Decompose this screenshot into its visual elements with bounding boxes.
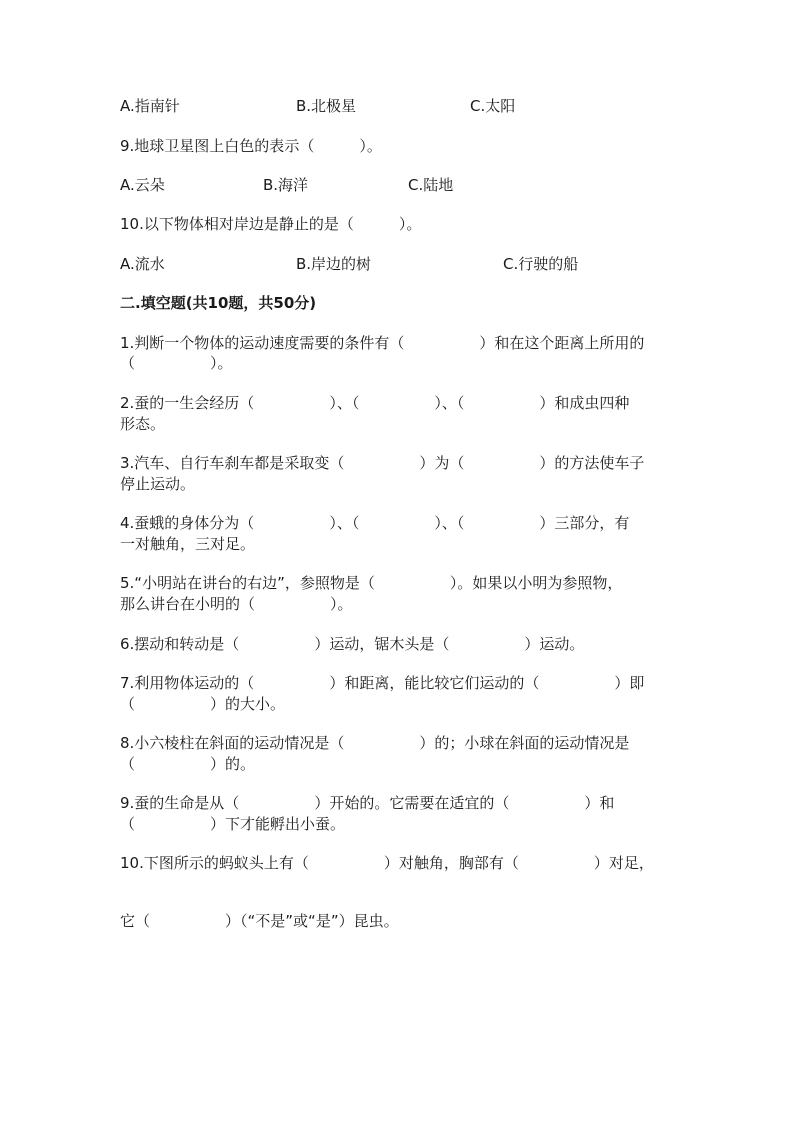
fill-item-7-line1: 7.利用物体运动的（ ）和距离，能比较它们运动的（ ）即: [120, 674, 645, 692]
fill-item-2-line2: 形态。: [120, 415, 166, 433]
q10-option-b: B.岸边的树: [296, 255, 372, 273]
fill-item-3-line1: 3.汽车、自行车刹车都是采取变（ ）为（ ）的方法使车子: [120, 454, 645, 472]
q9-option-a: A.云朵: [120, 176, 165, 194]
fill-item-5-line1: 5.“小明站在讲台的右边”，参照物是（ ）。如果以小明为参照物，: [120, 574, 623, 592]
q9-option-b: B.海洋: [263, 176, 309, 194]
fill-item-8-line1: 8.小六棱柱在斜面的运动情况是（ ）的；小球在斜面的运动情况是: [120, 734, 630, 752]
fill-item-6-line1: 6.摆动和转动是（ ）运动，锯木头是（ ）运动。: [120, 635, 585, 653]
fill-item-9-line2: （ ）下才能孵出小蚕。: [120, 815, 346, 833]
fill-item-8-line2: （ ）的。: [120, 755, 256, 773]
section-heading-fill-in: 二.填空题(共10题，共50分): [120, 294, 317, 312]
fill-item-10-line1: 10.下图所示的蚂蚁头上有（ ）对触角，胸部有（ ）对足，: [120, 854, 654, 872]
fill-item-4-line2: 一对触角，三对足。: [120, 535, 256, 553]
fill-item-2-line1: 2.蚕的一生会经历（ ）、（ ）、（ ）和成虫四种: [120, 394, 630, 412]
q8-option-b: B.北极星: [296, 97, 357, 115]
fill-item-7-line2: （ ）的大小。: [120, 695, 286, 713]
fill-item-1-line1: 1.判断一个物体的运动速度需要的条件有（ ）和在这个距离上所用的: [120, 334, 645, 352]
fill-item-1-line2: （ ）。: [120, 354, 233, 372]
fill-item-4-line1: 4.蚕蛾的身体分为（ ）、（ ）、（ ）三部分，有: [120, 514, 630, 532]
q9-stem: 9.地球卫星图上白色的表示（ ）。: [120, 137, 382, 155]
q9-option-c: C.陆地: [408, 176, 454, 194]
fill-item-5-line2: 那么讲台在小明的（ ）。: [120, 595, 353, 613]
q10-stem: 10.以下物体相对岸边是静止的是（ ）。: [120, 215, 422, 233]
q10-option-a: A.流水: [120, 255, 165, 273]
q8-option-c: C.太阳: [470, 97, 516, 115]
fill-item-9-line1: 9.蚕的生命是从（ ）开始的。它需要在适宜的（ ）和: [120, 794, 615, 812]
fill-item-10-continuation: 它（ ）（“不是”或“是”）昆虫。: [120, 912, 399, 930]
fill-item-3-line2: 停止运动。: [120, 475, 196, 493]
q10-option-c: C.行驶的船: [503, 255, 579, 273]
q8-option-a: A.指南针: [120, 97, 180, 115]
